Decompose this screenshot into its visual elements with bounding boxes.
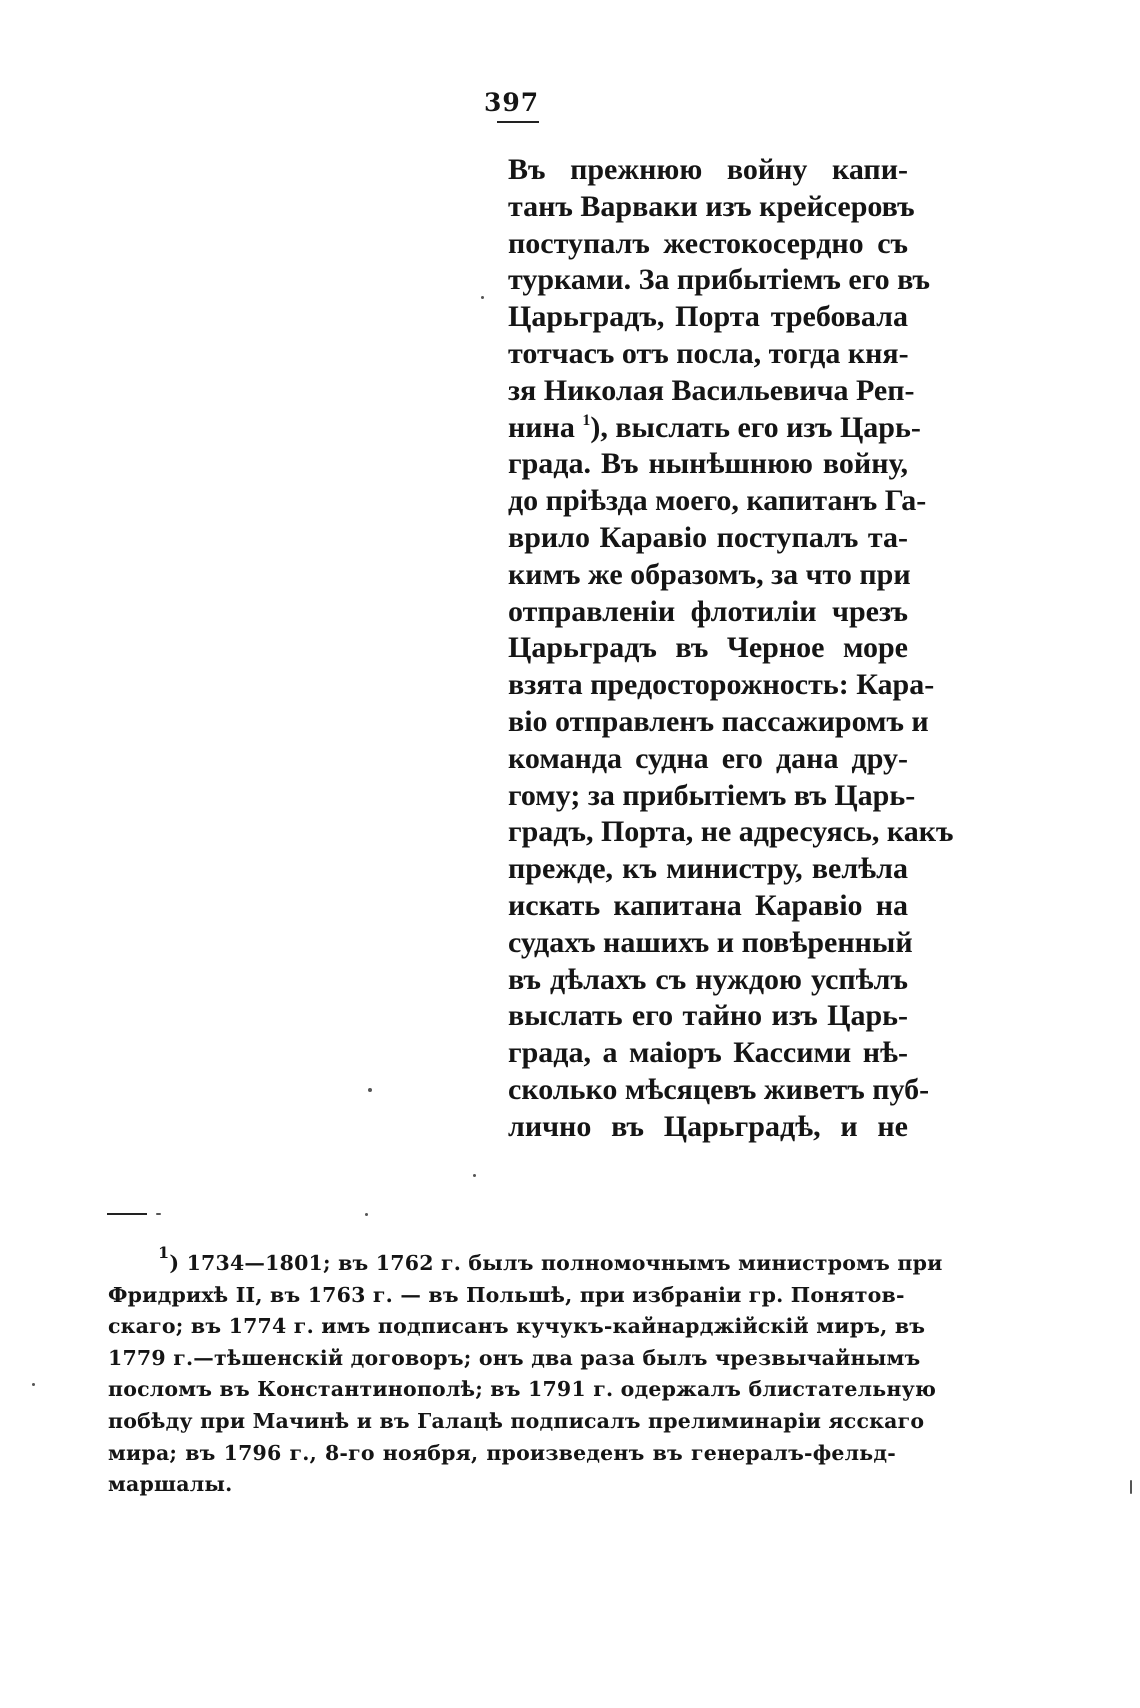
text-line: Царьградъ, Порта требовала — [508, 300, 908, 334]
text-line: зя Николая Васильевича Реп- — [508, 373, 915, 407]
text-line: гому; за прибытіемъ въ Царь- — [508, 778, 916, 812]
text-line: выслать его тайно изъ Царь- — [508, 999, 908, 1033]
text-line: поступалъ жестокосердно съ — [508, 226, 908, 260]
text-line: лично въ Царьградѣ, и не — [508, 1109, 908, 1143]
text-line — [508, 410, 921, 447]
text-line: взята предосторожность: Кара- — [508, 668, 935, 702]
text-line: прежде, къ министру, велѣла — [508, 852, 908, 886]
text-line: градъ, Порта, не адресуясь, какъ — [508, 815, 954, 849]
text-line: команда судна его дана дру- — [508, 741, 908, 775]
text-line: танъ Варваки изъ крейсеровъ — [508, 189, 915, 223]
footnote — [108, 1243, 943, 1501]
text-line: искать капитана Каравіо на — [508, 888, 908, 922]
footnote-reference: 1 — [582, 411, 591, 429]
text-line: турками. За прибытіемъ его въ — [508, 263, 931, 297]
scan-speck — [156, 1213, 161, 1215]
footnote-line: маршалы. — [108, 1472, 233, 1497]
scan-speck — [32, 1383, 35, 1386]
page-number: 397 — [484, 88, 540, 117]
text-line: тотчасъ отъ посла, тогда кня- — [508, 336, 909, 370]
text-line: града, а маіоръ Кассими нѣ- — [508, 1036, 908, 1070]
text-line: сколько мѣсяцевъ живетъ пуб- — [508, 1072, 930, 1106]
scan-speck — [1130, 1480, 1132, 1494]
footnote-line: Фридрихѣ II, въ 1763 г. — въ Польшѣ, при избраніи гр. Понятов- — [108, 1282, 905, 1307]
text-fragment: нина — [508, 410, 575, 444]
main-text — [508, 152, 954, 1146]
text-line: врило Каравіо поступалъ та- — [508, 520, 908, 554]
text-line: града. Въ нынѣшнюю войну, — [508, 447, 908, 481]
text-fragment: ), выслать его изъ Царь- — [590, 410, 921, 444]
text-line: віо отправленъ пассажиромъ и — [508, 704, 929, 738]
text-fragment: ) 1734—1801; въ 1762 г. былъ полномочнымъ министромъ при — [169, 1251, 943, 1275]
footnote-line: посломъ въ Константинополѣ; въ 1791 г. одержалъ блистательную — [108, 1377, 937, 1402]
scan-speck — [368, 1088, 372, 1092]
footnote-line: 1779 г.—тѣшенскій договоръ; онъ два раза былъ чрезвычайнымъ — [108, 1345, 921, 1370]
footnote-line: мира; въ 1796 г., 8-го ноября, произведенъ въ генералъ-фельд- — [108, 1440, 896, 1465]
footnote-marker: 1 — [158, 1243, 170, 1262]
scan-speck — [365, 1213, 368, 1216]
footnote-separator — [107, 1213, 147, 1215]
page-number-rule — [497, 121, 539, 123]
text-line: отправленіи флотиліи чрезъ — [508, 594, 908, 628]
text-line: Въ прежнюю войну капи- — [508, 153, 908, 186]
text-line: Царьградъ въ Черное море — [508, 631, 908, 665]
text-line: судахъ нашихъ и повѣренный — [508, 925, 913, 959]
scan-speck — [473, 1174, 476, 1177]
footnote-line — [108, 1243, 943, 1280]
text-line: кимъ же образомъ, за что при — [508, 557, 911, 591]
scan-speck — [481, 296, 484, 299]
footnote-line: побѣду при Мачинѣ и въ Галацѣ подписалъ прелиминаріи ясскаго — [108, 1408, 925, 1433]
text-line: въ дѣлахъ съ нуждою успѣлъ — [508, 962, 908, 996]
text-line: до пріѣзда моего, капитанъ Га- — [508, 484, 927, 518]
footnote-line: скаго; въ 1774 г. имъ подписанъ кучукъ-кайнарджійскій миръ, въ — [108, 1314, 926, 1339]
